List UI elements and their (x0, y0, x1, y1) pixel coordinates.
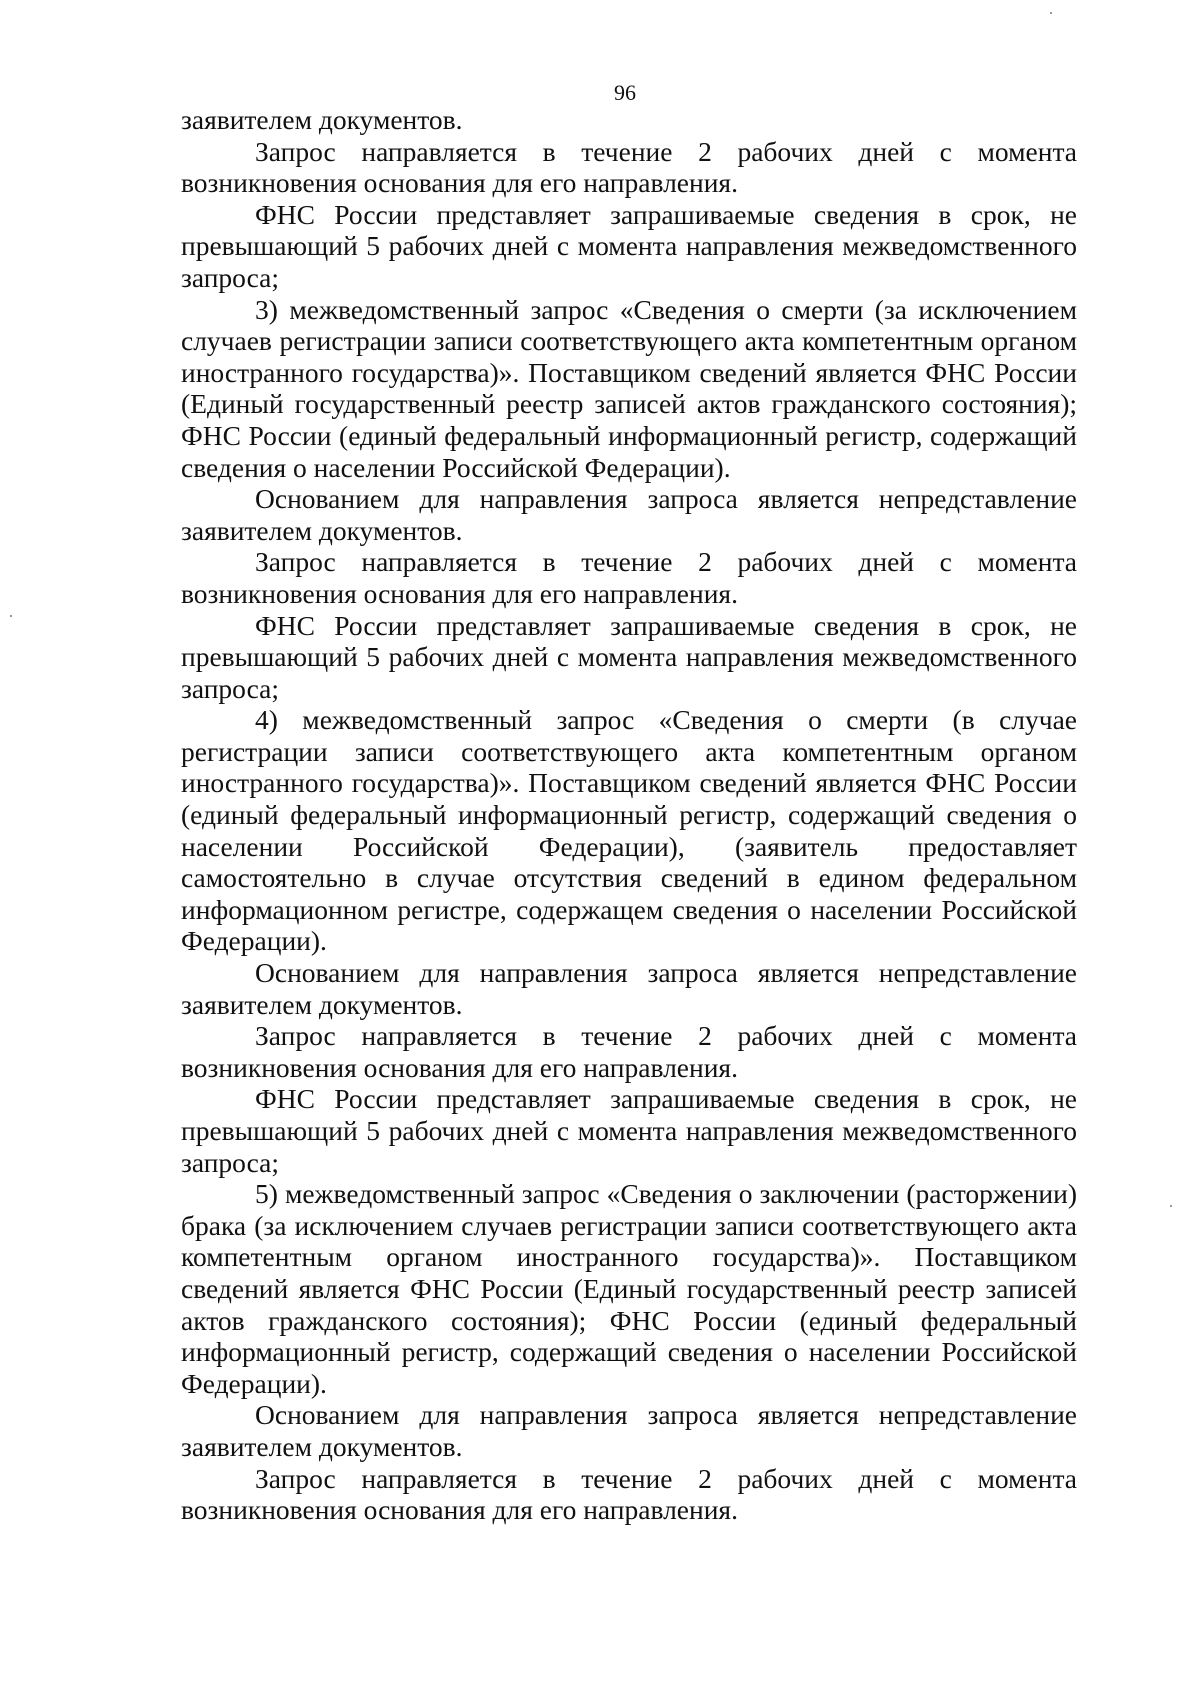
paragraph-8: Основанием для направления запроса является непредставление заявителем документов. (181, 957, 1077, 1020)
page-number: 96 (614, 80, 636, 105)
scan-speck (10, 615, 12, 617)
paragraph-3: 3) межведомственный запрос «Сведения о смерти (за исключением случаев регистрации записи соответствующего акта компетентным органом иностранного государства)». Поставщиком сведений является ФНС России (Единый государственный реестр записей актов гражданского состояния); ФНС России (единый федеральный информационный регистр, содержащий сведения о населении Российской Федерации). (181, 293, 1077, 483)
paragraph-4: Основанием для направления запроса является непредставление заявителем документов. (181, 483, 1077, 546)
paragraph-12: Основанием для направления запроса является непредставление заявителем документов. (181, 1399, 1077, 1462)
paragraph-6: ФНС России представляет запрашиваемые сведения в срок, не превышающий 5 рабочих дней с момента направления межведомственного запроса; (181, 609, 1077, 704)
paragraph-5: Запрос направляется в течение 2 рабочих дней с момента возникновения основания для его направления. (181, 546, 1077, 609)
paragraph-1: Запрос направляется в течение 2 рабочих дней с момента возникновения основания для его направления. (181, 135, 1077, 199)
paragraph-10: ФНС России представляет запрашиваемые сведения в срок, не превышающий 5 рабочих дней с момента направления межведомственного запроса; (181, 1083, 1077, 1178)
paragraph-7: 4) межведомственный запрос «Сведения о смерти (в случае регистрации записи соответствующего акта компетентным органом иностранного государства)». Поставщиком сведений является ФНС России (единый федеральный информационный регистр, содержащий сведения о населении Российской Федерации), (заявитель предоставляет самостоятельно в случае отсутствия сведений в едином федеральном информационном регистре, содержащем сведения о населении Российской Федерации). (181, 704, 1077, 957)
paragraph-11: 5) межведомственный запрос «Сведения о заключении (расторжении) брака (за исключением случаев регистрации записи соответствующего акта компетентным органом иностранного государства)». Поставщиком сведений является ФНС России (Единый государственный реестр записей актов гражданского состояния); ФНС России (единый федеральный информационный регистр, содержащий сведения о населении Российской Федерации). (181, 1178, 1077, 1399)
paragraph-13: Запрос направляется в течение 2 рабочих дней с момента возникновения основания для его направления. (181, 1462, 1077, 1526)
paragraph-0: заявителем документов. (181, 104, 463, 135)
scan-speck (1050, 12, 1052, 14)
paragraph-9: Запрос направляется в течение 2 рабочих дней с момента возникновения основания для его направления. (181, 1020, 1077, 1083)
paragraph-2: ФНС России представляет запрашиваемые сведения в срок, не превышающий 5 рабочих дней с момента направления межведомственного запроса; (181, 198, 1077, 293)
scan-speck (1170, 1205, 1172, 1207)
document-body (181, 104, 1077, 1526)
